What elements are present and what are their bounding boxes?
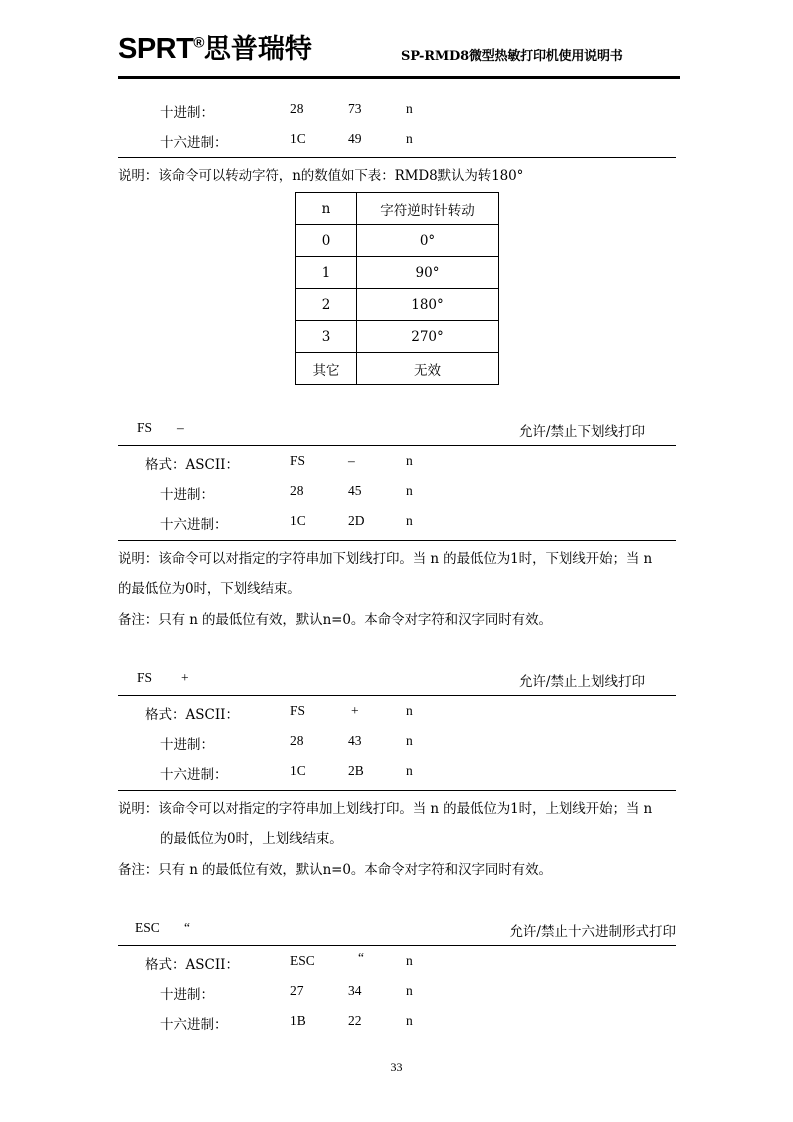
underline-row-0-a: FS [290, 453, 306, 468]
divider-rule-2 [118, 445, 676, 446]
rotation-row-0-n: 0 [296, 225, 357, 257]
underline-row-1-c: n [406, 483, 413, 498]
divider-rule-6 [118, 945, 676, 946]
brand-chinese: 思普瑞特 [203, 34, 312, 65]
brand-latin: SPRT [118, 33, 194, 65]
underline-row-1-label: 十进制： [160, 487, 214, 503]
underline-row-0-b: – [348, 453, 355, 468]
underline-description-line-1: 说明：该命令可以对指定的字符串加下划线打印。当 n 的最低位为1时，下划线开始；当 n [118, 551, 653, 567]
overline-row-2-a: 1C [290, 763, 306, 778]
underline-row-2-b: 2D [348, 513, 365, 528]
hex-row-0-a: ESC [290, 953, 315, 968]
overline-row-2-c: n [406, 763, 413, 778]
overline-row-0-c: n [406, 703, 413, 718]
hex-row-0-c: n [406, 953, 413, 968]
overline-command-arg: + [181, 670, 189, 685]
rotate-row-1-b: 49 [348, 131, 362, 146]
rotation-table-header-desc: 字符逆时针转动 [357, 193, 499, 225]
divider-rule-4 [118, 695, 676, 696]
overline-row-1-label: 十进制： [160, 737, 214, 753]
overline-row-2-label: 十六进制： [160, 767, 228, 783]
hex-row-2-b: 22 [348, 1013, 362, 1028]
hex-row-0-label: 格式：ASCII： [145, 957, 239, 973]
underline-row-0-label: 格式：ASCII： [145, 457, 239, 473]
hex-row-1-c: n [406, 983, 413, 998]
hex-row-1-a: 27 [290, 983, 304, 998]
divider-rule-1 [118, 157, 676, 158]
overline-description-line-2: 的最低位为0时，上划线结束。 [160, 831, 343, 847]
underline-row-1-a: 28 [290, 483, 304, 498]
rotate-row-0-c: n [406, 101, 413, 116]
overline-row-2-b: 2B [348, 763, 364, 778]
underline-command-arg: – [177, 420, 184, 435]
rotation-row-1-value: 90° [357, 257, 499, 289]
rotate-row-0-a: 28 [290, 101, 304, 116]
hex-row-2-label: 十六进制： [160, 1017, 228, 1033]
underline-row-2-c: n [406, 513, 413, 528]
rotate-note: 说明：该命令可以转动字符，n的数值如下表：RMD8默认为转180° [118, 168, 524, 184]
rotation-row-0-value: 0° [357, 225, 499, 257]
overline-row-0-a: FS [290, 703, 306, 718]
overline-description-line-1: 说明：该命令可以对指定的字符串加上划线打印。当 n 的最低位为1时，上划线开始；当 n [118, 801, 653, 817]
rotation-row-3-n: 3 [296, 321, 357, 353]
page-header [118, 30, 680, 79]
overline-row-0-b: + [351, 703, 359, 718]
underline-command-name: FS [137, 420, 153, 435]
rotation-row-1-n: 1 [296, 257, 357, 289]
hex-row-1-b: 34 [348, 983, 362, 998]
hex-command-arg: “ [184, 920, 190, 935]
overline-command-description: 允许/禁止上划线打印 [518, 674, 645, 690]
underline-command-description: 允许/禁止下划线打印 [518, 424, 645, 440]
rotation-row-3-value: 270° [357, 321, 499, 353]
rotation-table [295, 192, 499, 385]
overline-row-1-c: n [406, 733, 413, 748]
hex-command-name: ESC [135, 920, 160, 935]
underline-description-line-2: 的最低位为0时，下划线结束。 [118, 581, 301, 597]
page-number: 33 [390, 1060, 403, 1074]
table-row [296, 225, 499, 257]
overline-row-1-a: 28 [290, 733, 304, 748]
rotate-row-0-label: 十进制： [160, 105, 214, 121]
underline-remark: 备注：只有 n 的最低位有效，默认n=0。本命令对字符和汉字同时有效。 [118, 612, 552, 628]
rotation-row-4-n: 其它 [296, 353, 357, 385]
document-title: SP-RMD8微型热敏打印机使用说明书 [401, 49, 623, 64]
rotation-row-2-n: 2 [296, 289, 357, 321]
hex-row-2-a: 1B [290, 1013, 306, 1028]
divider-rule-3 [118, 540, 676, 541]
brand-logo [118, 32, 312, 67]
hex-command-description: 允许/禁止十六进制形式打印 [509, 924, 676, 940]
table-row [296, 321, 499, 353]
divider-rule-5 [118, 790, 676, 791]
table-row [296, 193, 499, 225]
underline-row-2-label: 十六进制： [160, 517, 228, 533]
rotate-row-1-label: 十六进制： [160, 135, 228, 151]
underline-row-2-a: 1C [290, 513, 306, 528]
overline-row-0-label: 格式：ASCII： [145, 707, 239, 723]
overline-row-1-b: 43 [348, 733, 362, 748]
table-row [296, 353, 499, 385]
hex-row-1-label: 十进制： [160, 987, 214, 1003]
rotation-row-2-value: 180° [357, 289, 499, 321]
rotate-row-0-b: 73 [348, 101, 362, 116]
table-row [296, 257, 499, 289]
hex-row-2-c: n [406, 1013, 413, 1028]
rotation-table-header-n: n [296, 193, 357, 225]
hex-row-0-b: “ [358, 950, 364, 965]
overline-command-name: FS [137, 670, 153, 685]
registered-trademark-icon: ® [193, 34, 204, 52]
underline-row-1-b: 45 [348, 483, 362, 498]
rotate-row-1-c: n [406, 131, 413, 146]
table-row [296, 289, 499, 321]
overline-remark: 备注：只有 n 的最低位有效，默认n=0。本命令对字符和汉字同时有效。 [118, 862, 552, 878]
rotation-row-4-value: 无效 [357, 353, 499, 385]
rotate-row-1-a: 1C [290, 131, 306, 146]
underline-row-0-c: n [406, 453, 413, 468]
